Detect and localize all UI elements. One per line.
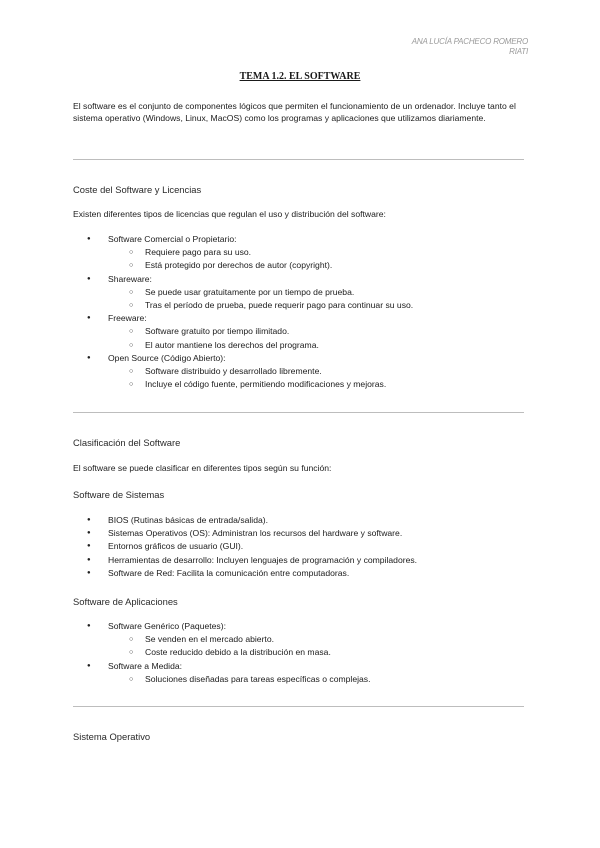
list-item	[73, 312, 543, 352]
list-item: ● Entornos gráficos de usuario (GUI).	[73, 540, 543, 553]
author-name: ANA LUCÍA PACHECO ROMERO	[411, 37, 528, 46]
heading-sistemas: Software de Sistemas	[73, 489, 165, 500]
section-divider	[73, 159, 524, 160]
heading-clasificacion: Clasificación del Software	[73, 437, 181, 448]
sub-list-item: ○ Coste reducido debido a la distribución en masa.	[108, 646, 543, 659]
list-item: ● Software de Red: Facilita la comunicación entre computadoras.	[73, 567, 543, 580]
list-item-label: Software a Medida:	[108, 660, 183, 671]
sistemas-list	[73, 514, 543, 580]
list-item	[73, 352, 543, 392]
sub-list-item: ○ Software gratuito por tiempo ilimitado.	[108, 325, 543, 338]
list-item: ● Herramientas de desarrollo: Incluyen lenguajes de programación y compiladores.	[73, 554, 543, 567]
list-item: ● Sistemas Operativos (OS): Administran los recursos del hardware y software.	[73, 527, 543, 540]
list-item	[73, 620, 543, 660]
aplicaciones-list	[73, 620, 543, 686]
lead-clasificacion: El software se puede clasificar en diferentes tipos según su función:	[73, 463, 332, 473]
sub-list-item: ○ Está protegido por derechos de autor (copyright).	[108, 259, 543, 272]
sub-list-item: ○ Soluciones diseñadas para tareas específicas o complejas.	[108, 673, 543, 686]
list-item	[73, 273, 543, 313]
list-item: ● BIOS (Rutinas básicas de entrada/salida).	[73, 514, 543, 527]
sub-list-item: ○ El autor mantiene los derechos del programa.	[108, 339, 543, 352]
section-divider	[73, 412, 524, 413]
sub-list-item: ○ Incluye el código fuente, permitiendo modificaciones y mejoras.	[108, 378, 543, 391]
list-item-label: Freeware:	[108, 313, 147, 324]
sub-list-item: ○ Requiere pago para su uso.	[108, 246, 543, 259]
author-header	[412, 37, 528, 57]
sub-list-item: ○ Se puede usar gratuitamente por un tiempo de prueba.	[108, 286, 543, 299]
list-item	[73, 233, 543, 273]
sub-list-item: ○ Se venden en el mercado abierto.	[108, 633, 543, 646]
list-item-label: Software Genérico (Paquetes):	[108, 621, 226, 631]
lead-licencias: Existen diferentes tipos de licencias que regulan el uso y distribución del software:	[73, 209, 386, 219]
list-item-label: Open Source (Código Abierto):	[108, 352, 226, 363]
section-divider	[73, 706, 524, 707]
sub-list-item: ○ Software distribuido y desarrollado libremente.	[108, 365, 543, 378]
page-title: TEMA 1.2. EL SOFTWARE	[239, 71, 361, 82]
heading-sistema-operativo: Sistema Operativo	[73, 731, 151, 742]
heading-licencias: Coste del Software y Licencias	[73, 184, 202, 195]
intro-paragraph: El software es el conjunto de componentes lógicos que permiten el funcionamiento de un ordenador. Incluye tanto el sistema operativo (Windows, Linux, MacOS) como los programas y aplicaciones que utilizamos diariamente.	[73, 101, 516, 124]
author-course: RIATI	[509, 47, 528, 56]
sub-list-item: ○ Tras el período de prueba, puede requerir pago para continuar su uso.	[108, 299, 543, 312]
list-item-label: Shareware:	[108, 273, 152, 284]
heading-aplicaciones: Software de Aplicaciones	[73, 596, 178, 607]
list-item	[73, 660, 543, 686]
list-item-label: Software Comercial o Propietario:	[108, 234, 237, 244]
licencias-list	[73, 233, 543, 391]
